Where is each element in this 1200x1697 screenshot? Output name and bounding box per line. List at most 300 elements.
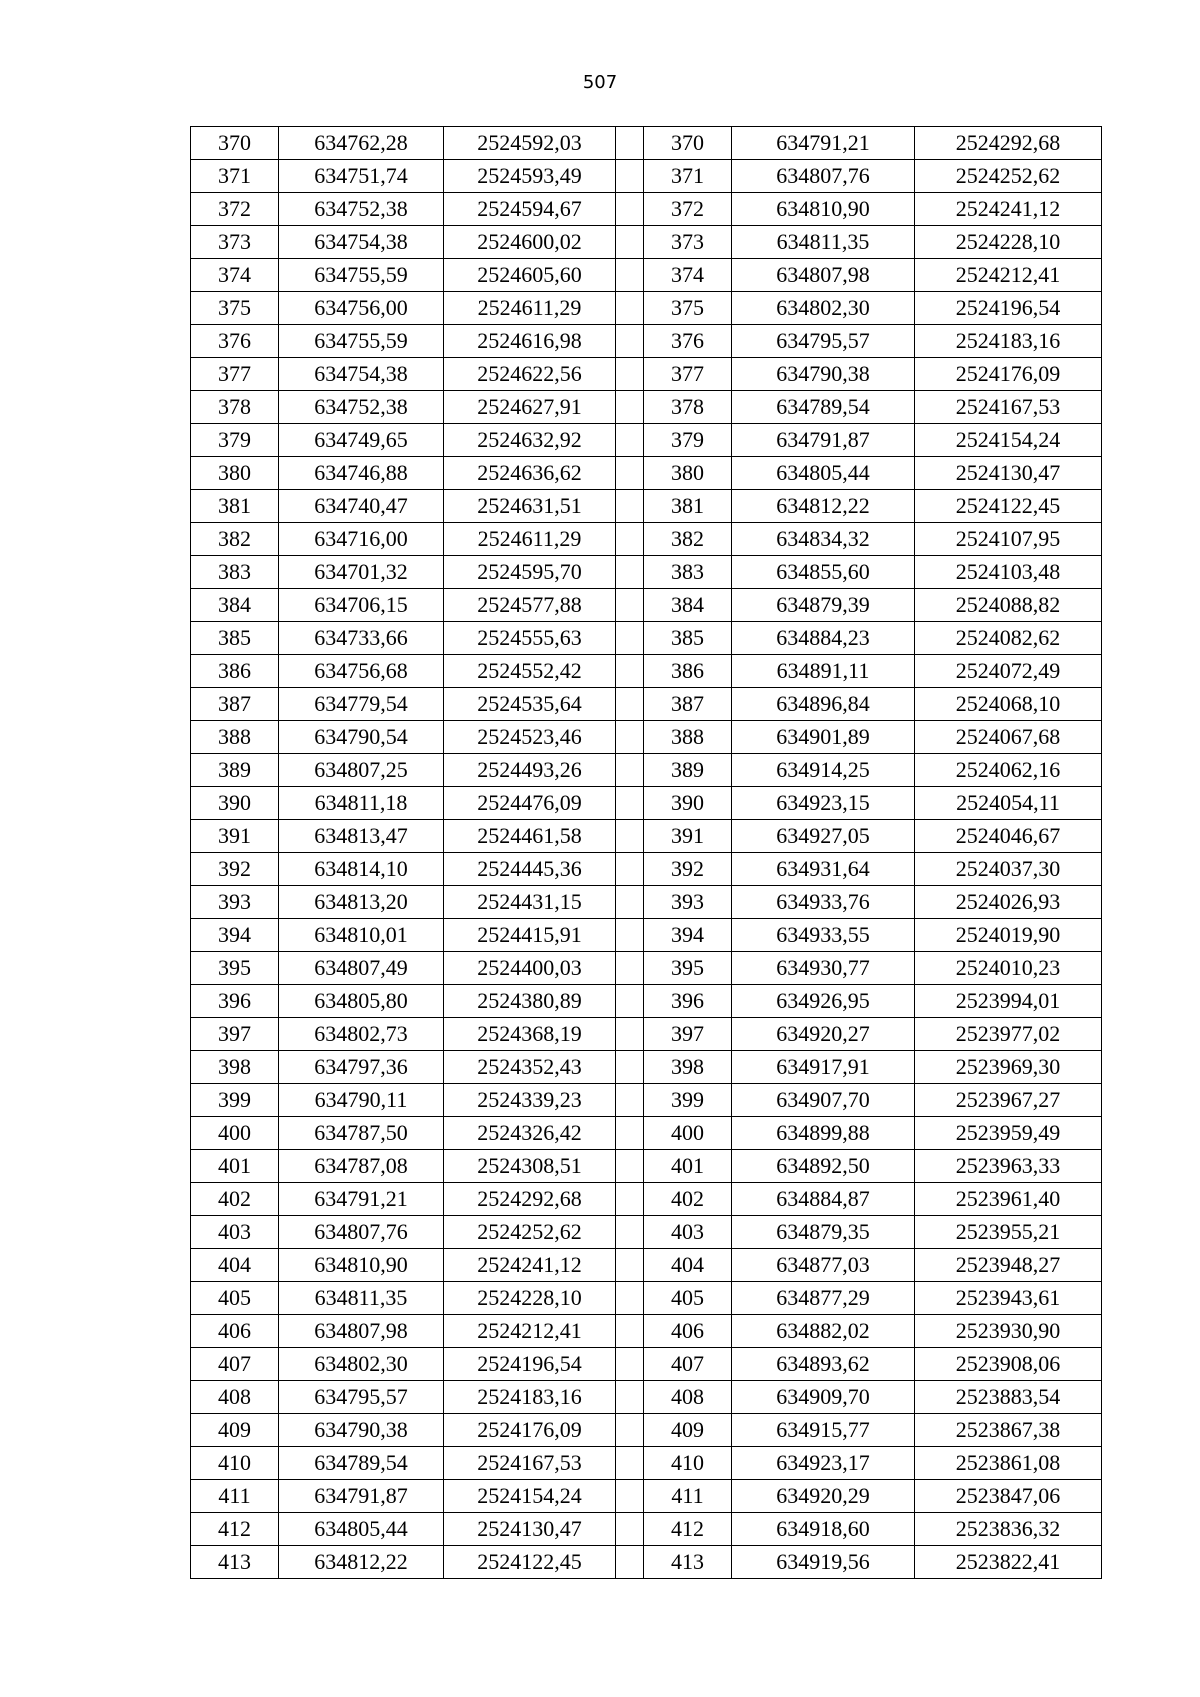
right-point-number-cell: 385 [644, 622, 732, 655]
left-point-number-cell: 378 [191, 391, 279, 424]
left-y-coordinate-cell: 2524632,92 [444, 424, 616, 457]
left-y-coordinate-cell: 2524592,03 [444, 127, 616, 160]
left-y-coordinate-cell: 2524176,09 [444, 1414, 616, 1447]
left-point-number-cell: 388 [191, 721, 279, 754]
right-y-coordinate-cell: 2523963,33 [915, 1150, 1102, 1183]
coordinates-table [190, 126, 1102, 1579]
left-y-coordinate-cell: 2524631,51 [444, 490, 616, 523]
left-point-number-cell: 406 [191, 1315, 279, 1348]
right-point-number-cell: 370 [644, 127, 732, 160]
separator-cell [616, 1117, 644, 1150]
left-x-coordinate-cell: 634811,35 [279, 1282, 444, 1315]
left-x-coordinate-cell: 634790,11 [279, 1084, 444, 1117]
right-y-coordinate-cell: 2523959,49 [915, 1117, 1102, 1150]
left-point-number-cell: 374 [191, 259, 279, 292]
right-y-coordinate-cell: 2523836,32 [915, 1513, 1102, 1546]
table-row [191, 1315, 1102, 1348]
table-row [191, 556, 1102, 589]
right-x-coordinate-cell: 634791,87 [732, 424, 915, 457]
table-row [191, 1018, 1102, 1051]
right-x-coordinate-cell: 634907,70 [732, 1084, 915, 1117]
right-x-coordinate-cell: 634789,54 [732, 391, 915, 424]
right-point-number-cell: 376 [644, 325, 732, 358]
separator-cell [616, 589, 644, 622]
right-point-number-cell: 381 [644, 490, 732, 523]
right-point-number-cell: 399 [644, 1084, 732, 1117]
left-y-coordinate-cell: 2524616,98 [444, 325, 616, 358]
left-y-coordinate-cell: 2524122,45 [444, 1546, 616, 1579]
separator-cell [616, 358, 644, 391]
right-x-coordinate-cell: 634790,38 [732, 358, 915, 391]
separator-cell [616, 622, 644, 655]
right-y-coordinate-cell: 2523861,08 [915, 1447, 1102, 1480]
table-row [191, 1513, 1102, 1546]
left-point-number-cell: 384 [191, 589, 279, 622]
left-x-coordinate-cell: 634706,15 [279, 589, 444, 622]
right-point-number-cell: 408 [644, 1381, 732, 1414]
left-point-number-cell: 386 [191, 655, 279, 688]
left-x-coordinate-cell: 634807,98 [279, 1315, 444, 1348]
coordinates-table-body [191, 127, 1102, 1579]
left-point-number-cell: 376 [191, 325, 279, 358]
left-x-coordinate-cell: 634733,66 [279, 622, 444, 655]
right-x-coordinate-cell: 634914,25 [732, 754, 915, 787]
table-row [191, 1381, 1102, 1414]
right-y-coordinate-cell: 2524067,68 [915, 721, 1102, 754]
right-y-coordinate-cell: 2524072,49 [915, 655, 1102, 688]
right-point-number-cell: 406 [644, 1315, 732, 1348]
left-x-coordinate-cell: 634790,38 [279, 1414, 444, 1447]
left-y-coordinate-cell: 2524308,51 [444, 1150, 616, 1183]
left-y-coordinate-cell: 2524431,15 [444, 886, 616, 919]
table-row [191, 259, 1102, 292]
separator-cell [616, 424, 644, 457]
left-y-coordinate-cell: 2524292,68 [444, 1183, 616, 1216]
right-point-number-cell: 378 [644, 391, 732, 424]
right-point-number-cell: 409 [644, 1414, 732, 1447]
left-x-coordinate-cell: 634791,87 [279, 1480, 444, 1513]
right-x-coordinate-cell: 634812,22 [732, 490, 915, 523]
right-x-coordinate-cell: 634920,27 [732, 1018, 915, 1051]
separator-cell [616, 1513, 644, 1546]
table-row [191, 655, 1102, 688]
table-row [191, 127, 1102, 160]
right-x-coordinate-cell: 634805,44 [732, 457, 915, 490]
right-x-coordinate-cell: 634933,55 [732, 919, 915, 952]
separator-cell [616, 787, 644, 820]
left-x-coordinate-cell: 634789,54 [279, 1447, 444, 1480]
left-y-coordinate-cell: 2524380,89 [444, 985, 616, 1018]
left-y-coordinate-cell: 2524400,03 [444, 952, 616, 985]
left-x-coordinate-cell: 634756,00 [279, 292, 444, 325]
right-x-coordinate-cell: 634915,77 [732, 1414, 915, 1447]
right-point-number-cell: 391 [644, 820, 732, 853]
right-y-coordinate-cell: 2524183,16 [915, 325, 1102, 358]
right-x-coordinate-cell: 634802,30 [732, 292, 915, 325]
table-row [191, 787, 1102, 820]
left-y-coordinate-cell: 2524605,60 [444, 259, 616, 292]
right-point-number-cell: 402 [644, 1183, 732, 1216]
left-point-number-cell: 393 [191, 886, 279, 919]
right-x-coordinate-cell: 634933,76 [732, 886, 915, 919]
right-point-number-cell: 389 [644, 754, 732, 787]
right-point-number-cell: 386 [644, 655, 732, 688]
right-point-number-cell: 383 [644, 556, 732, 589]
left-x-coordinate-cell: 634802,30 [279, 1348, 444, 1381]
right-x-coordinate-cell: 634923,15 [732, 787, 915, 820]
left-y-coordinate-cell: 2524476,09 [444, 787, 616, 820]
page-number: 507 [582, 72, 618, 93]
separator-cell [616, 1183, 644, 1216]
left-y-coordinate-cell: 2524415,91 [444, 919, 616, 952]
right-y-coordinate-cell: 2523847,06 [915, 1480, 1102, 1513]
right-y-coordinate-cell: 2524088,82 [915, 589, 1102, 622]
left-point-number-cell: 385 [191, 622, 279, 655]
right-y-coordinate-cell: 2523883,54 [915, 1381, 1102, 1414]
left-point-number-cell: 402 [191, 1183, 279, 1216]
left-x-coordinate-cell: 634755,59 [279, 325, 444, 358]
right-y-coordinate-cell: 2523994,01 [915, 985, 1102, 1018]
separator-cell [616, 1249, 644, 1282]
right-y-coordinate-cell: 2524252,62 [915, 160, 1102, 193]
right-point-number-cell: 396 [644, 985, 732, 1018]
table-row [191, 457, 1102, 490]
left-x-coordinate-cell: 634716,00 [279, 523, 444, 556]
left-y-coordinate-cell: 2524228,10 [444, 1282, 616, 1315]
separator-cell [616, 325, 644, 358]
right-y-coordinate-cell: 2523969,30 [915, 1051, 1102, 1084]
right-x-coordinate-cell: 634926,95 [732, 985, 915, 1018]
left-point-number-cell: 373 [191, 226, 279, 259]
left-y-coordinate-cell: 2524445,36 [444, 853, 616, 886]
left-y-coordinate-cell: 2524523,46 [444, 721, 616, 754]
separator-cell [616, 853, 644, 886]
right-x-coordinate-cell: 634909,70 [732, 1381, 915, 1414]
right-x-coordinate-cell: 634882,02 [732, 1315, 915, 1348]
separator-cell [616, 127, 644, 160]
right-point-number-cell: 410 [644, 1447, 732, 1480]
left-y-coordinate-cell: 2524368,19 [444, 1018, 616, 1051]
right-x-coordinate-cell: 634930,77 [732, 952, 915, 985]
right-y-coordinate-cell: 2524176,09 [915, 358, 1102, 391]
left-x-coordinate-cell: 634813,20 [279, 886, 444, 919]
right-x-coordinate-cell: 634892,50 [732, 1150, 915, 1183]
table-row [191, 1150, 1102, 1183]
left-point-number-cell: 383 [191, 556, 279, 589]
right-x-coordinate-cell: 634920,29 [732, 1480, 915, 1513]
right-point-number-cell: 398 [644, 1051, 732, 1084]
separator-cell [616, 193, 644, 226]
left-x-coordinate-cell: 634802,73 [279, 1018, 444, 1051]
left-point-number-cell: 380 [191, 457, 279, 490]
left-x-coordinate-cell: 634791,21 [279, 1183, 444, 1216]
right-point-number-cell: 403 [644, 1216, 732, 1249]
right-y-coordinate-cell: 2523967,27 [915, 1084, 1102, 1117]
left-point-number-cell: 400 [191, 1117, 279, 1150]
separator-cell [616, 886, 644, 919]
separator-cell [616, 1315, 644, 1348]
separator-cell [616, 1018, 644, 1051]
table-row [191, 226, 1102, 259]
left-x-coordinate-cell: 634805,44 [279, 1513, 444, 1546]
separator-cell [616, 820, 644, 853]
right-x-coordinate-cell: 634931,64 [732, 853, 915, 886]
left-point-number-cell: 394 [191, 919, 279, 952]
table-row [191, 1084, 1102, 1117]
right-y-coordinate-cell: 2524228,10 [915, 226, 1102, 259]
right-x-coordinate-cell: 634919,56 [732, 1546, 915, 1579]
left-point-number-cell: 389 [191, 754, 279, 787]
left-y-coordinate-cell: 2524600,02 [444, 226, 616, 259]
left-x-coordinate-cell: 634755,59 [279, 259, 444, 292]
left-point-number-cell: 397 [191, 1018, 279, 1051]
left-point-number-cell: 409 [191, 1414, 279, 1447]
right-x-coordinate-cell: 634923,17 [732, 1447, 915, 1480]
left-x-coordinate-cell: 634754,38 [279, 226, 444, 259]
left-x-coordinate-cell: 634795,57 [279, 1381, 444, 1414]
right-y-coordinate-cell: 2524054,11 [915, 787, 1102, 820]
left-point-number-cell: 396 [191, 985, 279, 1018]
table-row [191, 1183, 1102, 1216]
separator-cell [616, 1348, 644, 1381]
right-y-coordinate-cell: 2524019,90 [915, 919, 1102, 952]
left-x-coordinate-cell: 634701,32 [279, 556, 444, 589]
table-row [191, 193, 1102, 226]
left-x-coordinate-cell: 634797,36 [279, 1051, 444, 1084]
right-x-coordinate-cell: 634884,23 [732, 622, 915, 655]
left-y-coordinate-cell: 2524241,12 [444, 1249, 616, 1282]
table-row [191, 886, 1102, 919]
table-row [191, 688, 1102, 721]
separator-cell [616, 259, 644, 292]
right-y-coordinate-cell: 2524010,23 [915, 952, 1102, 985]
right-point-number-cell: 382 [644, 523, 732, 556]
left-point-number-cell: 403 [191, 1216, 279, 1249]
right-y-coordinate-cell: 2523822,41 [915, 1546, 1102, 1579]
right-y-coordinate-cell: 2524196,54 [915, 292, 1102, 325]
right-y-coordinate-cell: 2524122,45 [915, 490, 1102, 523]
right-point-number-cell: 407 [644, 1348, 732, 1381]
separator-cell [616, 457, 644, 490]
right-point-number-cell: 379 [644, 424, 732, 457]
right-y-coordinate-cell: 2524082,62 [915, 622, 1102, 655]
right-point-number-cell: 413 [644, 1546, 732, 1579]
left-y-coordinate-cell: 2524577,88 [444, 589, 616, 622]
right-x-coordinate-cell: 634811,35 [732, 226, 915, 259]
left-x-coordinate-cell: 634811,18 [279, 787, 444, 820]
right-point-number-cell: 371 [644, 160, 732, 193]
right-point-number-cell: 374 [644, 259, 732, 292]
right-x-coordinate-cell: 634877,29 [732, 1282, 915, 1315]
left-y-coordinate-cell: 2524252,62 [444, 1216, 616, 1249]
left-x-coordinate-cell: 634779,54 [279, 688, 444, 721]
left-x-coordinate-cell: 634740,47 [279, 490, 444, 523]
left-point-number-cell: 401 [191, 1150, 279, 1183]
separator-cell [616, 919, 644, 952]
left-y-coordinate-cell: 2524196,54 [444, 1348, 616, 1381]
left-y-coordinate-cell: 2524352,43 [444, 1051, 616, 1084]
right-point-number-cell: 401 [644, 1150, 732, 1183]
table-row [191, 721, 1102, 754]
left-x-coordinate-cell: 634756,68 [279, 655, 444, 688]
table-row [191, 820, 1102, 853]
separator-cell [616, 1546, 644, 1579]
table-row [191, 292, 1102, 325]
left-y-coordinate-cell: 2524622,56 [444, 358, 616, 391]
table-row [191, 358, 1102, 391]
left-y-coordinate-cell: 2524493,26 [444, 754, 616, 787]
right-x-coordinate-cell: 634899,88 [732, 1117, 915, 1150]
left-point-number-cell: 377 [191, 358, 279, 391]
right-y-coordinate-cell: 2524062,16 [915, 754, 1102, 787]
right-y-coordinate-cell: 2523977,02 [915, 1018, 1102, 1051]
separator-cell [616, 754, 644, 787]
left-x-coordinate-cell: 634812,22 [279, 1546, 444, 1579]
table-row [191, 490, 1102, 523]
left-point-number-cell: 391 [191, 820, 279, 853]
separator-cell [616, 160, 644, 193]
right-x-coordinate-cell: 634855,60 [732, 556, 915, 589]
right-x-coordinate-cell: 634918,60 [732, 1513, 915, 1546]
left-y-coordinate-cell: 2524595,70 [444, 556, 616, 589]
left-point-number-cell: 413 [191, 1546, 279, 1579]
separator-cell [616, 1216, 644, 1249]
right-point-number-cell: 405 [644, 1282, 732, 1315]
separator-cell [616, 1447, 644, 1480]
left-x-coordinate-cell: 634751,74 [279, 160, 444, 193]
left-point-number-cell: 379 [191, 424, 279, 457]
left-y-coordinate-cell: 2524611,29 [444, 523, 616, 556]
left-y-coordinate-cell: 2524535,64 [444, 688, 616, 721]
right-point-number-cell: 375 [644, 292, 732, 325]
separator-cell [616, 490, 644, 523]
left-x-coordinate-cell: 634752,38 [279, 391, 444, 424]
right-x-coordinate-cell: 634791,21 [732, 127, 915, 160]
table-row [191, 853, 1102, 886]
table-row [191, 754, 1102, 787]
table-row [191, 952, 1102, 985]
left-y-coordinate-cell: 2524555,63 [444, 622, 616, 655]
right-x-coordinate-cell: 634834,32 [732, 523, 915, 556]
table-row [191, 1216, 1102, 1249]
left-x-coordinate-cell: 634790,54 [279, 721, 444, 754]
left-y-coordinate-cell: 2524593,49 [444, 160, 616, 193]
right-y-coordinate-cell: 2523908,06 [915, 1348, 1102, 1381]
left-point-number-cell: 411 [191, 1480, 279, 1513]
table-row [191, 622, 1102, 655]
separator-cell [616, 1051, 644, 1084]
left-point-number-cell: 398 [191, 1051, 279, 1084]
right-x-coordinate-cell: 634891,11 [732, 655, 915, 688]
left-point-number-cell: 395 [191, 952, 279, 985]
separator-cell [616, 655, 644, 688]
right-point-number-cell: 377 [644, 358, 732, 391]
left-x-coordinate-cell: 634754,38 [279, 358, 444, 391]
left-point-number-cell: 407 [191, 1348, 279, 1381]
right-x-coordinate-cell: 634884,87 [732, 1183, 915, 1216]
table-row [191, 1117, 1102, 1150]
left-y-coordinate-cell: 2524183,16 [444, 1381, 616, 1414]
right-y-coordinate-cell: 2524046,67 [915, 820, 1102, 853]
table-row [191, 1480, 1102, 1513]
right-point-number-cell: 390 [644, 787, 732, 820]
right-x-coordinate-cell: 634896,84 [732, 688, 915, 721]
table-row [191, 1414, 1102, 1447]
left-y-coordinate-cell: 2524154,24 [444, 1480, 616, 1513]
left-point-number-cell: 390 [191, 787, 279, 820]
left-x-coordinate-cell: 634807,49 [279, 952, 444, 985]
left-point-number-cell: 387 [191, 688, 279, 721]
left-point-number-cell: 404 [191, 1249, 279, 1282]
separator-cell [616, 952, 644, 985]
left-point-number-cell: 375 [191, 292, 279, 325]
right-point-number-cell: 395 [644, 952, 732, 985]
separator-cell [616, 1150, 644, 1183]
left-x-coordinate-cell: 634810,01 [279, 919, 444, 952]
table-row [191, 325, 1102, 358]
left-y-coordinate-cell: 2524627,91 [444, 391, 616, 424]
right-point-number-cell: 388 [644, 721, 732, 754]
right-point-number-cell: 372 [644, 193, 732, 226]
right-y-coordinate-cell: 2524068,10 [915, 688, 1102, 721]
left-point-number-cell: 381 [191, 490, 279, 523]
left-x-coordinate-cell: 634787,50 [279, 1117, 444, 1150]
right-point-number-cell: 387 [644, 688, 732, 721]
right-y-coordinate-cell: 2523961,40 [915, 1183, 1102, 1216]
right-y-coordinate-cell: 2524154,24 [915, 424, 1102, 457]
right-x-coordinate-cell: 634879,35 [732, 1216, 915, 1249]
right-y-coordinate-cell: 2524241,12 [915, 193, 1102, 226]
table-row [191, 424, 1102, 457]
right-y-coordinate-cell: 2524037,30 [915, 853, 1102, 886]
left-y-coordinate-cell: 2524339,23 [444, 1084, 616, 1117]
right-point-number-cell: 373 [644, 226, 732, 259]
left-point-number-cell: 382 [191, 523, 279, 556]
left-x-coordinate-cell: 634762,28 [279, 127, 444, 160]
left-x-coordinate-cell: 634805,80 [279, 985, 444, 1018]
right-x-coordinate-cell: 634893,62 [732, 1348, 915, 1381]
right-x-coordinate-cell: 634901,89 [732, 721, 915, 754]
left-y-coordinate-cell: 2524212,41 [444, 1315, 616, 1348]
left-point-number-cell: 392 [191, 853, 279, 886]
right-x-coordinate-cell: 634927,05 [732, 820, 915, 853]
separator-cell [616, 721, 644, 754]
left-point-number-cell: 370 [191, 127, 279, 160]
left-x-coordinate-cell: 634746,88 [279, 457, 444, 490]
left-y-coordinate-cell: 2524611,29 [444, 292, 616, 325]
right-x-coordinate-cell: 634877,03 [732, 1249, 915, 1282]
right-x-coordinate-cell: 634807,98 [732, 259, 915, 292]
right-y-coordinate-cell: 2524167,53 [915, 391, 1102, 424]
left-x-coordinate-cell: 634813,47 [279, 820, 444, 853]
right-point-number-cell: 394 [644, 919, 732, 952]
right-y-coordinate-cell: 2524130,47 [915, 457, 1102, 490]
right-point-number-cell: 411 [644, 1480, 732, 1513]
right-y-coordinate-cell: 2524107,95 [915, 523, 1102, 556]
left-x-coordinate-cell: 634810,90 [279, 1249, 444, 1282]
left-y-coordinate-cell: 2524552,42 [444, 655, 616, 688]
left-point-number-cell: 410 [191, 1447, 279, 1480]
separator-cell [616, 1282, 644, 1315]
separator-cell [616, 985, 644, 1018]
left-x-coordinate-cell: 634787,08 [279, 1150, 444, 1183]
left-y-coordinate-cell: 2524326,42 [444, 1117, 616, 1150]
separator-cell [616, 1084, 644, 1117]
right-x-coordinate-cell: 634917,91 [732, 1051, 915, 1084]
right-x-coordinate-cell: 634879,39 [732, 589, 915, 622]
table-row [191, 523, 1102, 556]
right-y-coordinate-cell: 2523867,38 [915, 1414, 1102, 1447]
